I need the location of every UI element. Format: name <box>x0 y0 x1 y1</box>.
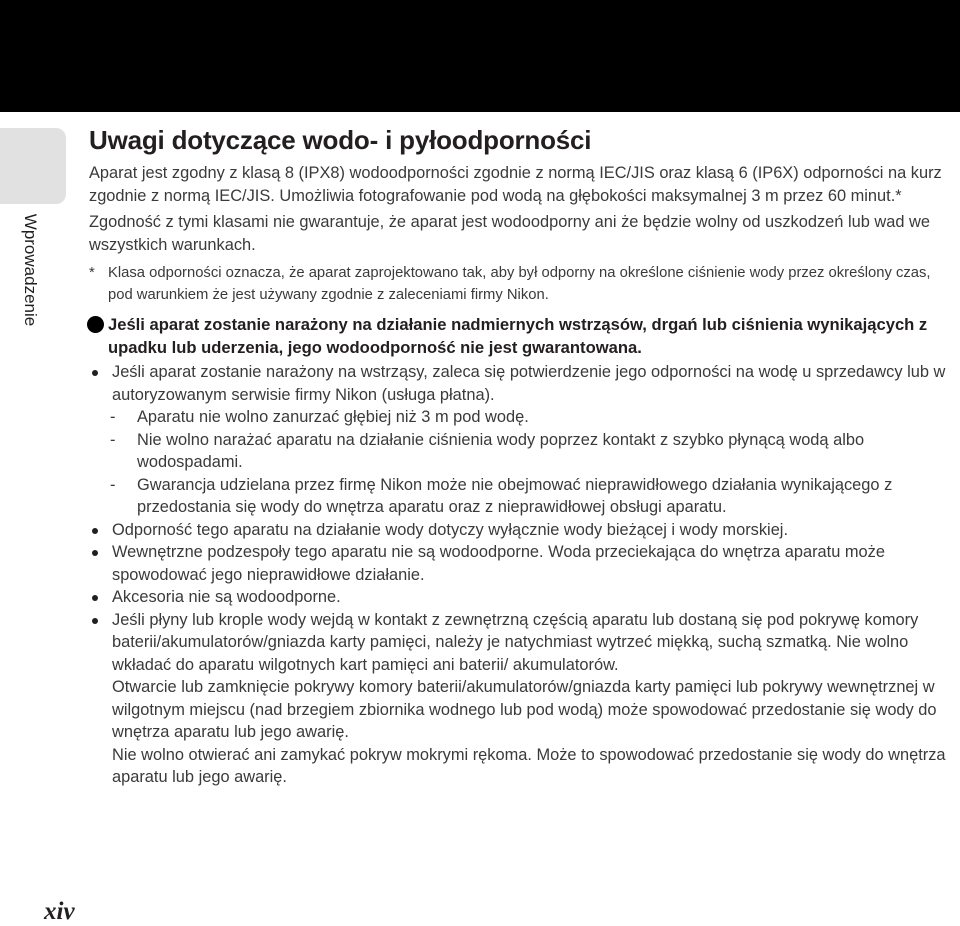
sub-list-item-text: Aparatu nie wolno zanurzać głębiej niż 3 m pod wodę. <box>137 408 529 426</box>
list-item-extra-paragraph: Otwarcie lub zamknięcie pokrywy komory baterii/akumulatorów/gniazda karty pamięci lub pokrywy wewnętrznej w wilgotnym miejscu (nad brzegiem zbiornika wodnego lub pod wodą) może spowodować przedostanie się wody do wnętrza aparatu lub jego awarię. <box>112 678 937 741</box>
dash-mark: - <box>110 475 116 494</box>
list-item-extra-paragraph: Nie wolno otwierać ani zamykać pokryw mokrymi rękoma. Może to spowodować przedostanie się wody do wnętrza aparatu lub jego awarię. <box>112 745 946 786</box>
bullet-icon <box>92 618 98 624</box>
bullet-icon <box>92 370 98 376</box>
warning-heading-text: Jeśli aparat zostanie narażony na działanie nadmiernych wstrząsów, drgań lub ciśnienia wynikających z upadku lub uderzenia, jego wodoodporność nie jest gwarantowana. <box>108 315 928 357</box>
sub-list-item <box>112 429 947 474</box>
top-black-banner <box>0 0 960 112</box>
bullet-icon <box>92 528 98 534</box>
disclaimer-paragraph: Zgodność z tymi klasami nie gwarantuje, że aparat jest wodoodporny ani że będzie wolny od uszkodzeń lub wad we wszystkich warunkach. <box>89 213 930 254</box>
footnote-mark: * <box>89 265 95 281</box>
warning-heading <box>89 314 947 359</box>
list-item <box>89 541 947 586</box>
sub-list-item-text: Nie wolno narażać aparatu na działanie ciśnienia wody poprzez kontakt z szybko płynącą wodą albo wodospadami. <box>137 430 865 471</box>
list-item-text: Jeśli płyny lub krople wody wejdą w kontakt z zewnętrzną częścią aparatu lub dostaną się pod pokrywę komory baterii/akumulatorów/gniazda karty pamięci, należy je natychmiast wytrzeć miękką, suchą szmatką. Nie wolno wkładać do aparatu wilgotnych kart pamięci ani baterii/ akumulatorów. <box>112 610 919 674</box>
dash-mark: - <box>110 430 116 449</box>
main-content <box>89 124 947 789</box>
footnote <box>89 262 947 306</box>
list-item-text: Jeśli aparat zostanie narażony na wstrząsy, zaleca się potwierdzenie jego odporności na wodę u sprzedawcy lub w autoryzowanym serwisie firmy Nikon (usługa płatna). <box>112 363 946 404</box>
sub-list-item <box>112 406 947 429</box>
side-section-label: Wprowadzenie <box>21 213 40 327</box>
list-item <box>89 586 947 609</box>
list-item <box>89 361 947 519</box>
precautions-list <box>89 361 947 789</box>
bullet-icon <box>92 595 98 601</box>
intro-paragraph: Aparat jest zgodny z klasą 8 (IPX8) wodoodporności zgodnie z normą IEC/JIS oraz klasą 6 (IP6X) odporności na kurz zgodnie z normą IEC/JIS. Umożliwia fotografowanie pod wodą na głębokości maksymalnej 3 m przez 60 minut.* <box>89 164 942 205</box>
bullet-icon <box>92 550 98 556</box>
sub-list-item-text: Gwarancja udzielana przez firmę Nikon może nie obejmować nieprawidłowego działania wynikającego z przedostania się wody do wnętrza aparatu oraz z nieprawidłowej obsługi aparatu. <box>137 475 893 516</box>
dash-mark: - <box>110 408 116 426</box>
section-title: Uwagi dotyczące wodo- i pyłoodporności <box>89 125 592 155</box>
list-item-text: Akcesoria nie są wodoodporne. <box>112 588 341 606</box>
page-number: xiv <box>44 898 75 925</box>
list-item-text: Odporność tego aparatu na działanie wody dotyczy wyłącznie wody bieżącej i wody morskiej. <box>112 520 789 539</box>
section-tab-marker <box>0 128 66 204</box>
footnote-text: Klasa odporności oznacza, że aparat zaprojektowano tak, aby był odporny na określone ciśnienie wody przez określony czas, pod warunkiem że jest używany zgodnie z zaleceniami firmy Nikon. <box>108 265 931 303</box>
sub-list-item <box>112 474 947 519</box>
list-item <box>89 519 947 542</box>
warning-bullet-icon <box>87 316 104 333</box>
sub-list <box>112 406 947 519</box>
list-item-text: Wewnętrzne podzespoły tego aparatu nie są wodoodporne. Woda przeciekająca do wnętrza aparatu może spowodować jego nieprawidłowe działanie. <box>112 543 885 584</box>
list-item <box>89 609 947 789</box>
